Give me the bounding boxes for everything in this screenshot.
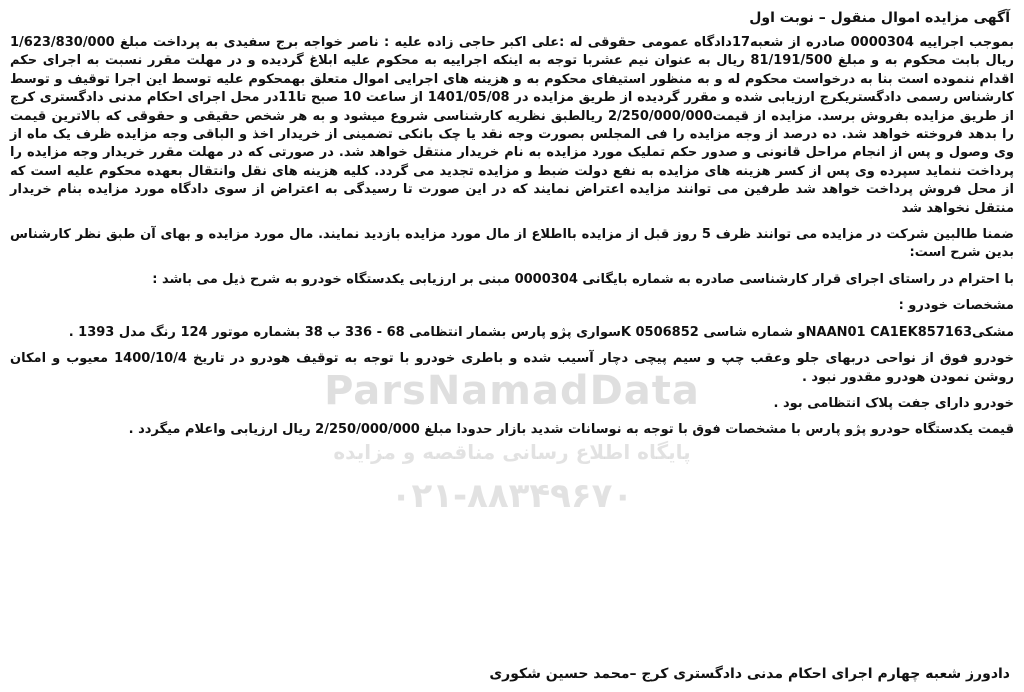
notice-paragraph-price: قیمت یکدستگاه حودرو پژو پارس با مشخصات فوق با توجه به نوسانات شدید بازار حدودا مبلغ 2/250/000/000 ریال ارزیابی واعلام میگردد . (128, 422, 1014, 438)
notice-paragraph-damage: خودرو فوق از نواحی دربهای جلو وعقب چپ و سیم پیچی دچار آسیب شده و باطری خودرو با توجه به توقیف هودرو در تاریخ 1400/10/4 معیوب و امکان روشن نمودن هودرو مقدور نبود . (10, 351, 1014, 385)
watermark-subtitle: پایگاه اطلاع رسانی مناقصه و مزایده (333, 440, 691, 464)
notice-paragraph-main: بموجب اجراییه 0000304 صادره از شعبه17دادگاه عمومی حقوقی له :علی اکبر حاجی زاده علیه : ناصر خواجه برج سفیدی به پرداخت مبلغ 1/623/830/000 ریال بابت محکوم به و مبلغ 81/191/500 ریال به عنوان نیم عشربا توجه به اینکه اجراییه به محکوم علیه ابلاغ گردیده و در مهلت مقرر نسبت به اجرای حکم اقدام ننموده است بنا به درخواست محکوم له و به منظور استیفای محکوم به و هزینه های اجرایی اموال متعلق بهمحکوم علیه توسط این اجرا توقیف و توسط کارشناس رسمی دادگستریکرج ارزیابی شده و مقرر گردیده از طریق مزایده در 1401/05/08 از ساعت 10 صبح تا11در محل اجرای احکام مدنی دادگستری کرج از طریق مزایده بفروش برسد. مزایده از قیمت2/250/000/000 ریالطبق نظریه کارشناسی شروع میشود و به هر شخص حقیقی و حقوقی که بالاترین قیمت را بدهد فروخته خواهد شد. ده درصد از وجه مزایده را فی المجلس بصورت وجه نقد یا چک بانکی تضمینی از خریدار اخذ و الباقی وجه مزایده ظرف یک ماه از وی وصول و پس از انجام مراحل قانونی و صدور حکم تملیک مورد مزایده به نام خریدار منتقل خواهد شد. در صورتی که در مهلت مقرر خریدار وجه مزایده را پرداخت ننماید سپرده وی پس از کسر هزینه های مزایده به نفع دولت ضبط و مزایده تجدید می گردد. کلیه هزینه های نقل وانتقال بعهده محکوم علیه است که از محل فروش پرداخت خواهد شد طرفین می توانند مزایده اعتراض نمایند که در این صورت تا رسیدگی به اعتراض از سوی دادگاه مورد مزایده بنام خریدار منتقل نخواهد شد (10, 35, 1015, 216)
notice-paragraph-specs-heading: مشخصات خودرو : (898, 298, 1014, 314)
watermark-brand: ParsNamadData (324, 368, 700, 414)
notice-title: آگهی مزایده اموال منقول – نوبت اول (749, 10, 1010, 26)
notice-signature: دادورز شعبه چهارم اجرای احکام مدنی دادگستری کرج –محمد حسین شکوری (489, 666, 1010, 682)
notice-paragraph-expert: با احترام در راستای اجرای قرار کارشناسی صادره به شماره بایگانی 0000304 مبنی بر ارزیابی یکدستگاه خودرو به شرح ذیل می باشد : (152, 271, 1014, 287)
notice-paragraph-plates: خودرو دارای جفت پلاک انتظامی بود . (773, 395, 1014, 411)
watermark-phone: ۰۲۱-۸۸۳۴۹۶۷۰ (390, 476, 634, 516)
notice-paragraph-vehicle-specs: مشکیNAAN01 CA1EK857163و شماره شاسی K 0506852سواری پژو پارس بشمار انتظامی 68 - 336 ب 38 بشماره موتور 124 رنگ مدل 1393 . (68, 324, 1014, 340)
notice-paragraph-visit: ضمنا طالبین شرکت در مزایده می توانند ظرف 5 روز قبل از مزایده بااطلاع از مال مورد مزایده بازدید نمایند. مال مورد مزایده و بهای آن طبق نظر کارشناس بدین شرح است: (10, 227, 1014, 261)
